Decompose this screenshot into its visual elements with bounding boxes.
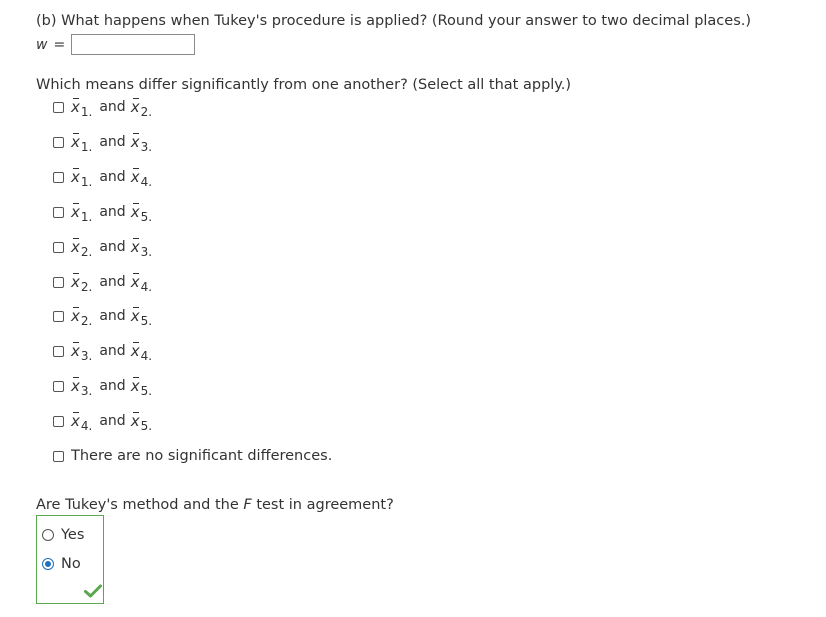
x-bar-symbol: x [130,133,140,151]
means-option[interactable]: x 2. and x 5. [53,306,152,326]
agreement-answer-box [36,515,104,604]
x-bar-symbol: x [130,377,140,395]
means-option[interactable]: x 1. and x 4. [53,167,152,187]
radio-button[interactable] [42,529,54,541]
radio-option-yes[interactable]: Yes [42,527,84,543]
checkbox[interactable] [53,451,64,462]
checkbox[interactable] [53,416,64,427]
w-input[interactable] [71,34,195,55]
x-bar-symbol: x [71,238,80,256]
means-option[interactable]: x 1. and x 5. [53,202,152,222]
x-bar-symbol: x [130,412,140,430]
part-b-question: (b) What happens when Tukey's procedure is applied? (Round your answer to two decimal places.) [36,13,752,29]
x-bar-symbol: x [130,238,140,256]
means-question: Which means differ significantly from one another? (Select all that apply.) [36,77,572,93]
checkbox[interactable] [53,311,64,322]
x-bar-symbol: x [130,273,140,291]
checkbox[interactable] [53,102,64,113]
checkbox[interactable] [53,346,64,357]
means-option[interactable]: x 1. and x 2. [53,97,152,117]
means-option[interactable]: x 2. and x 4. [53,272,152,292]
x-bar-symbol: x [130,342,140,360]
w-label: w [36,36,48,53]
means-option[interactable]: x 1. and x 3. [53,132,152,152]
x-bar-symbol: x [71,168,80,186]
checkmark-icon [84,584,102,598]
checkbox[interactable] [53,242,64,253]
x-bar-symbol: x [71,307,80,325]
checkbox[interactable] [53,137,64,148]
checkbox[interactable] [53,277,64,288]
x-bar-symbol: x [130,307,140,325]
x-bar-symbol: x [130,203,140,221]
w-answer-row [36,34,195,55]
means-option[interactable]: x 2. and x 3. [53,237,152,257]
means-option[interactable]: x 3. and x 4. [53,341,152,361]
x-bar-symbol: x [71,342,80,360]
x-bar-symbol: x [71,98,80,116]
radio-button-selected[interactable] [42,558,54,570]
x-bar-symbol: x [71,412,80,430]
checkbox[interactable] [53,207,64,218]
x-bar-symbol: x [71,203,80,221]
checkbox[interactable] [53,172,64,183]
means-option[interactable]: x 3. and x 5. [53,376,152,396]
x-bar-symbol: x [71,377,80,395]
checkbox[interactable] [53,381,64,392]
x-bar-symbol: x [71,273,80,291]
no-difference-option[interactable]: There are no significant differences. [53,446,332,466]
x-bar-symbol: x [130,168,140,186]
x-bar-symbol: x [130,98,140,116]
radio-option-no[interactable]: No [42,556,81,572]
means-option[interactable]: x 4. and x 5. [53,411,152,431]
x-bar-symbol: x [71,133,80,151]
agreement-question: Are Tukey's method and the F test in agreement? [36,497,394,513]
w-equals: = [53,36,66,53]
